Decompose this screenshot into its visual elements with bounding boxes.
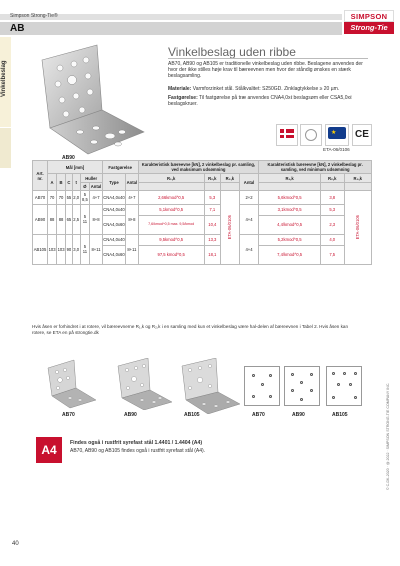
col-antal: Antal [90, 183, 102, 189]
col-r2b-sub [320, 182, 344, 190]
side-tab-lower [0, 128, 11, 168]
cell-B: 88 [57, 204, 66, 234]
capacity-table-wrap [32, 160, 372, 265]
cell-r2b: 5,3 [320, 204, 344, 215]
cell-r1b: 5,2kmod^0,5 [259, 234, 321, 245]
col-B: B [57, 174, 66, 191]
certification-mark [300, 124, 322, 146]
col-r2b: R₂,k [320, 174, 344, 182]
col-A: A [48, 174, 57, 191]
cell-type: CNA4,0x40 [102, 204, 125, 215]
fasteners-text: Til fastgørelse på træ anvendes CNA4,0xℓ beslagsøm eller CSA5,0xℓ beslagskruer. [168, 95, 352, 108]
cell-r2: 18,1 [204, 245, 220, 264]
code-band [0, 22, 342, 35]
danish-flag-icon [280, 129, 294, 138]
drawing-label-ab90: AB90 [292, 412, 305, 418]
danish-flag-mark [276, 124, 298, 146]
hole-icon [332, 372, 335, 375]
col-antal2: Antal [126, 174, 138, 191]
hole-icon [269, 395, 272, 398]
product-code: AB [10, 23, 25, 34]
table-row [33, 191, 372, 204]
materials-label: Materiale: [168, 86, 192, 92]
page-header [0, 0, 400, 36]
hole-icon [310, 389, 313, 392]
cell-antal: 4+7 [90, 191, 102, 204]
table-row [33, 204, 372, 215]
copyright-vertical [386, 300, 394, 500]
drawing-label-ab105: AB105 [332, 412, 348, 418]
cell-r1: 5,1kmod^0,5 [138, 204, 204, 215]
cell-type: CNA4,0x60 [102, 245, 125, 264]
cell-r1b: 5,6kmod^0,5 [259, 191, 321, 204]
col-kar2: Karakteristisk bæreevne [kN], 2 vinkelbeslag pr. samling, ved minimum udsømning [259, 161, 372, 174]
ce-mark: CE [352, 124, 372, 146]
col-r1b-sub [259, 182, 321, 190]
cell-antal2: 4+7 [126, 191, 138, 204]
cell-r2b: 2,3 [320, 215, 344, 234]
description: AB70, AB90 og AB105 er traditionelle vinkelbeslag uden ribbe. Beslagene anvendes der hvor der ikke stilles høje krav til bæreevnen men hvor der ståndig ønskes en stærk beslagsamling. [168, 61, 363, 80]
materials-text: Varmforzinket stål. Stålkvalitet: S250GD. Zinklagtykkelse ≥ 20 µm. [191, 86, 340, 92]
hole-icon [269, 374, 272, 377]
cell-antal: 8+8 [90, 204, 102, 234]
cell-r1: 97,5 kmod^0,5 [138, 245, 204, 264]
cell-antal2: 8+8 [126, 204, 138, 234]
cell-r2: 10,4 [204, 215, 220, 234]
cell-r1: 7,6/kmod^0,5 max. 9,5/kmod [138, 215, 204, 234]
cell-o: 5 8,5 [82, 192, 88, 203]
col-o: Ø [80, 182, 90, 190]
cell-C: 65 [66, 204, 73, 234]
hole-icon [310, 373, 313, 376]
hero-label: AB90 [62, 155, 75, 161]
cell-t: 2,0 [72, 191, 80, 204]
hole-icon [354, 372, 357, 375]
logo-line-2: Strong-Tie [344, 22, 394, 34]
cell-r1b: 4,4/kmod^0,5 [259, 215, 321, 234]
cell-A: 70 [48, 191, 57, 204]
col-r2: R₂,k [204, 174, 220, 182]
cell-eta-note-1: ETA-06/0106 [220, 191, 239, 264]
hole-icon [354, 396, 357, 399]
simpson-logo [344, 10, 394, 36]
cell-t: 3,0 [72, 234, 80, 264]
cell-art: AB70 [33, 191, 48, 204]
hole-icon [261, 383, 264, 386]
col-dims: Mål [mm] [48, 161, 103, 174]
side-tab [0, 37, 11, 127]
col-r1: R₁,k [138, 174, 204, 182]
hole-icon [337, 383, 340, 386]
title-rule [168, 58, 368, 59]
cell-r1b: 3,1kmod^0,5 [259, 204, 321, 215]
product-image-ab70 [40, 358, 100, 410]
hole-icon [252, 395, 255, 398]
hole-icon [291, 373, 294, 376]
cell-C: 55 [66, 191, 73, 204]
product-label-ab90: AB90 [124, 412, 137, 418]
cell-art: AB90 [33, 204, 48, 234]
cell-t: 2,5 [72, 204, 80, 234]
col-r2-sub [204, 182, 220, 190]
cell-r1b: 7,4/kmod^0,5 [259, 245, 321, 264]
col-fast: Fastgørelse [102, 161, 138, 174]
drawing-ab105 [326, 366, 362, 406]
col-C: C [66, 174, 73, 191]
a4-text: AB70, AB90 og AB105 findes også i rustfrit syrefast stål (A4). [70, 448, 206, 454]
col-r3b: R₃,k [344, 174, 371, 182]
hole-icon [300, 398, 303, 401]
cell-r2: 5,3 [204, 191, 220, 204]
col-r1-sub [138, 182, 204, 190]
cell-o: 5 11 [80, 234, 90, 264]
side-tab-label: Vinkelbeslag [1, 60, 7, 97]
col-antal3: Antal [239, 174, 259, 191]
cell-A: 88 [48, 204, 57, 234]
page-title: Vinkelbeslag uden ribbe [168, 45, 296, 59]
logo-line-1: SIMPSON [344, 10, 394, 22]
fasteners-paragraph [168, 95, 368, 107]
cell-C: 90 [66, 234, 73, 264]
a4-badge: A4 [36, 437, 62, 463]
hole-icon [349, 383, 352, 386]
fasteners-label: Fastgørelse: [168, 95, 198, 101]
drawing-ab70 [244, 366, 280, 406]
cell-antal: 8+11 [90, 234, 102, 264]
cell-antal3: 4+4 [239, 204, 259, 234]
materials-paragraph [168, 86, 368, 92]
hole-icon [300, 381, 303, 384]
col-r3-sub [220, 182, 239, 190]
col-kar1: Karakteristisk bæreevne [kN], 2 vinkelbeslag pr. samling, ved maksimum udsømning [138, 161, 259, 174]
cell-type: CNA4,0x40 [102, 234, 125, 245]
cell-A: 103 [48, 234, 57, 264]
capacity-table [32, 160, 372, 265]
cell-r2: 13,3 [204, 234, 220, 245]
cell-r2b: 7,5 [320, 245, 344, 264]
table-footnote: Hvis åsen er forhindret i at rotere, vil bæreevnerne R₁,k og R₂,k i en samling med kun et vinkelbeslag være hal-delen af bæreevnen i Tabel 2. Hvis åsen kan rotere, se ETA en på strongtie.dk [32, 324, 349, 335]
product-label-ab105: AB105 [184, 412, 200, 418]
cell-B: 103 [57, 234, 66, 264]
hole-icon [291, 389, 294, 392]
header-label: Simpson Strong-Tie® [10, 13, 58, 19]
cell-eta-note-2: ETA-06/0106 [344, 191, 371, 264]
drawing-ab90 [284, 366, 320, 406]
hole-icon [332, 396, 335, 399]
cell-art: AB105 [33, 234, 48, 264]
drawing-label-ab70: AB70 [252, 412, 265, 418]
product-image-ab105 [178, 358, 242, 414]
hero-angle-bracket-image [22, 40, 152, 162]
eta-caption: ETA-06/0106 [323, 147, 350, 152]
cell-r2b: 4,0 [320, 234, 344, 245]
cell-type: CNA4,0x60 [102, 215, 125, 234]
eta-mark [325, 124, 349, 146]
eu-flag-icon: ★ [328, 127, 346, 139]
cert-circle-icon [305, 129, 317, 141]
cell-type: CNA4,0x40 [102, 191, 125, 204]
cell-o: 5 11 [80, 204, 90, 234]
cell-r1: 2,66kmod^0,5 [138, 191, 204, 204]
copyright-text: © C-DK-2020 · @ 2022 · SIMPSON STRONG-TIE COMPANY INC. [386, 382, 390, 490]
col-type: Type [102, 174, 125, 191]
col-r1b: R₁,k [259, 174, 321, 182]
col-r3: R₃,k [220, 174, 239, 182]
page-number: 40 [12, 541, 19, 547]
cell-B: 70 [57, 191, 66, 204]
hole-icon [343, 372, 346, 375]
cell-r1: 9,5kmod^0,5 [138, 234, 204, 245]
product-image-ab90 [112, 358, 174, 410]
cell-antal3: 4+4 [239, 234, 259, 264]
table-row [33, 234, 372, 245]
a4-title: Findes også i rustfrit syrefast stål 1.4401 / 1.4404 (A4) [70, 440, 203, 446]
cell-r2b: 3,8 [320, 191, 344, 204]
cell-antal3: 2+2 [239, 191, 259, 204]
col-art: Art. nr. [33, 161, 48, 191]
product-label-ab70: AB70 [62, 412, 75, 418]
cell-r2: 7,1 [204, 204, 220, 215]
col-t: t [72, 174, 80, 191]
cell-antal2: 8+11 [126, 234, 138, 264]
col-r3b-sub [344, 182, 371, 190]
col-huller: Huller [80, 174, 102, 182]
hole-icon [252, 374, 255, 377]
